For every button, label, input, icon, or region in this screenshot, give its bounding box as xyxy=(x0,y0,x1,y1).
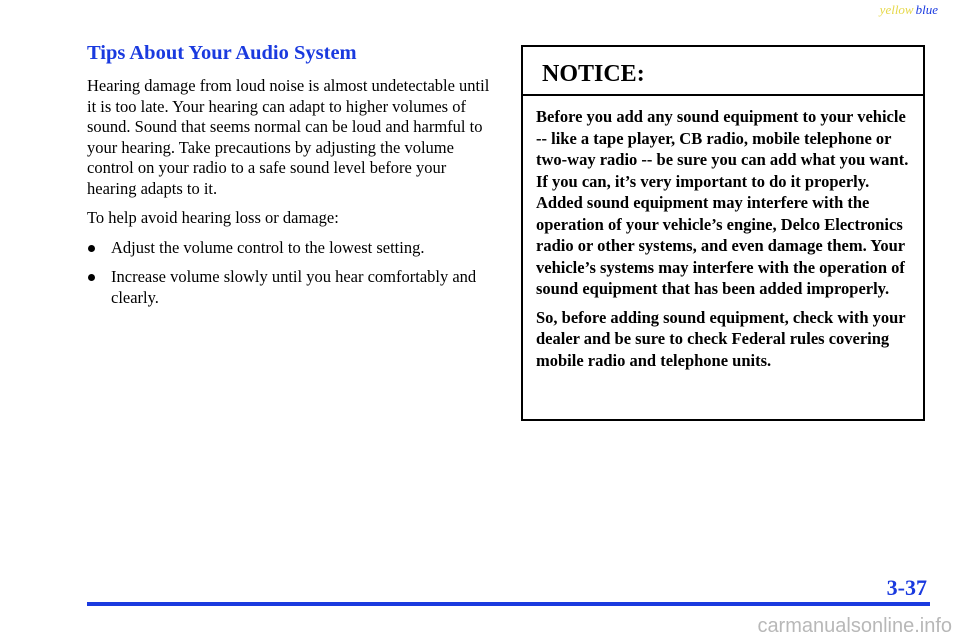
footer-rule xyxy=(87,602,930,606)
section-title: Tips About Your Audio System xyxy=(87,42,357,64)
color-separation-label xyxy=(880,2,938,18)
page-number: 3-37 xyxy=(886,575,927,600)
bullet-icon xyxy=(88,245,95,252)
notice-box xyxy=(521,45,925,421)
notice-title: NOTICE: xyxy=(523,47,923,96)
tips-list xyxy=(87,238,499,309)
label-yellow: yellow xyxy=(879,2,914,17)
list-item xyxy=(87,267,499,308)
intro-paragraph: Hearing damage from loud noise is almost undetectable until it is too late. Your hearing can adapt to higher volumes of sound. Sound that seems normal can be loud and harmful to your hearing. Take precautions by adjusting the volume control on your radio to a safe sound level before your hearing adapts to it. xyxy=(87,76,490,198)
list-item xyxy=(87,238,499,259)
section-body xyxy=(87,76,499,317)
label-blue: blue xyxy=(915,2,938,17)
notice-paragraph: So, before adding sound equipment, check with your dealer and be sure to check Federal rules covering mobile radio and telephone units. xyxy=(536,307,906,370)
notice-paragraph: Before you add any sound equipment to your vehicle -- like a tape player, CB radio, mobile telephone or two-way radio -- be sure you can add what you want. If you can, it’s very important to do it properly. Added sound equipment may interfere with the operation of your vehicle’s engine, Delco Electronics radio or other systems, and even damage them. Your vehicle’s systems may interfere with the operation of sound equipment that has been added improperly. xyxy=(536,107,909,298)
bullet-icon xyxy=(88,274,95,281)
watermark-text: carmanualsonline.info xyxy=(757,615,952,637)
notice-body xyxy=(523,96,923,371)
list-item-text: Adjust the volume control to the lowest setting. xyxy=(111,237,425,257)
list-item-text: Increase volume slowly until you hear comfortably and clearly. xyxy=(111,267,477,307)
lead-in-paragraph: To help avoid hearing loss or damage: xyxy=(87,208,339,227)
